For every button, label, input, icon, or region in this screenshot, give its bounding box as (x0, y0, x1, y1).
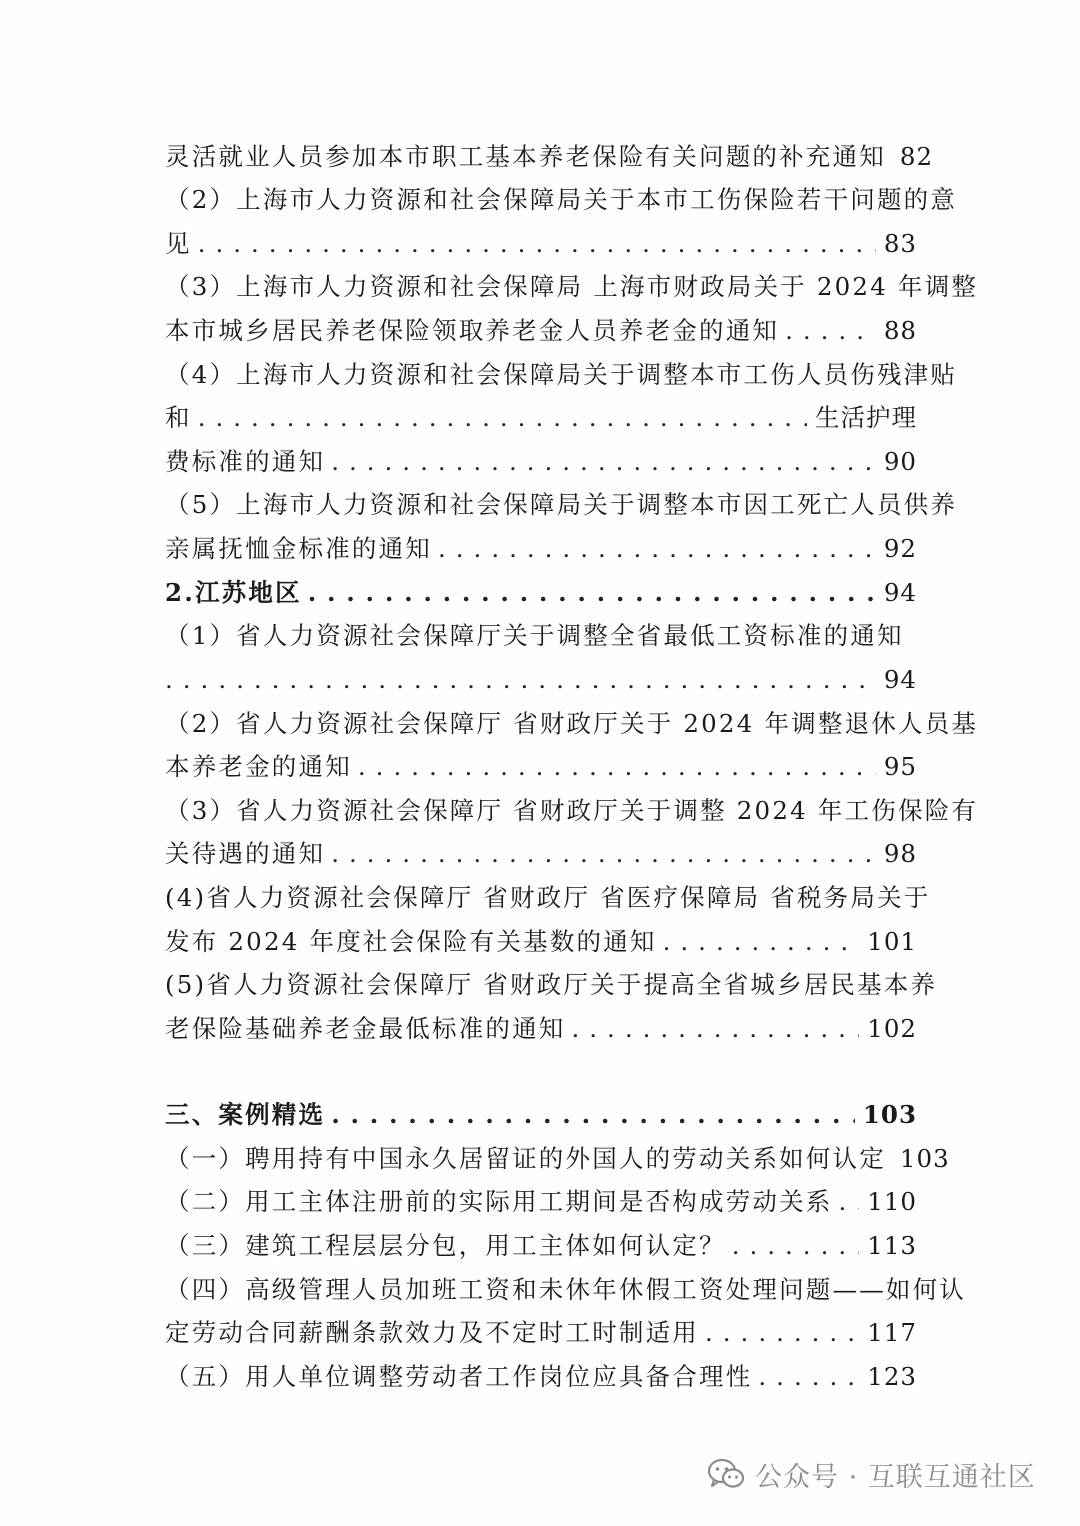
toc-entry-text: （四）高级管理人员加班工资和未休年休假工资处理问题——如何认 (165, 1275, 966, 1304)
toc-entry (165, 316, 917, 346)
dot-leader (438, 534, 876, 564)
dot-leader (732, 1231, 860, 1261)
toc-entry-text: （4）上海市人力资源和社会保障局关于调整本市工伤人员伤残津贴 (165, 360, 958, 389)
toc-entry (165, 490, 958, 520)
toc-entry (165, 1144, 950, 1174)
toc-entry (165, 1187, 917, 1217)
dot-leader (839, 1187, 860, 1217)
watermark-text: 公众号 · 互联互通社区 (755, 1461, 1036, 1493)
wechat-icon (707, 1457, 745, 1491)
toc-entry-page: 88 (883, 316, 917, 345)
toc-entry-page: 123 (867, 1362, 917, 1391)
toc-entry-text: （2）省人力资源社会保障厅 省财政厅关于 2024 年调整退休人员基 (165, 709, 979, 738)
toc-entry-text: (5)省人力资源社会保障厅 省财政厅关于提高全省城乡居民基本养 (165, 970, 938, 999)
toc-entry (165, 709, 979, 739)
toc-entry-text: （2）上海市人力资源和社会保障局关于本市工伤保险若干问题的意 (165, 185, 958, 214)
toc-entry-text: （五）用人单位调整劳动者工作岗位应具备合理性 (165, 1362, 753, 1391)
dot-leader (331, 447, 876, 477)
dot-leader (758, 1362, 859, 1392)
toc-section-heading (165, 1100, 917, 1130)
dot-leader (663, 927, 860, 957)
toc-entry-text: 亲属抚恤金标准的通知 (165, 534, 432, 563)
dot-leader (705, 1318, 859, 1348)
toc-entry (165, 927, 917, 957)
toc-entry (165, 796, 979, 826)
toc-entry-page: 102 (867, 1014, 917, 1043)
toc-entry-text: (4)省人力资源社会保障厅 省财政厅 省医疗保障局 省税务局关于 (165, 883, 931, 912)
toc-entry-text: 2.江苏地区 (165, 578, 302, 607)
toc-entry-text: （二）用工主体注册前的实际用工期间是否构成劳动关系 (165, 1187, 833, 1216)
toc-entry (165, 752, 917, 782)
toc-entry (165, 970, 938, 1000)
toc-entry-page: 98 (883, 839, 917, 868)
toc-entry-text: 发布 2024 年度社会保险有关基数的通知 (165, 927, 657, 956)
wechat-watermark (707, 1454, 1036, 1494)
toc-entry-page: 92 (883, 534, 917, 563)
toc-entry-page: 94 (883, 665, 917, 694)
toc-entry-text: 老保险基础养老金最低标准的通知 (165, 1014, 566, 1043)
toc-entry-page: 103 (899, 1144, 950, 1173)
toc-entry-page: 110 (867, 1187, 917, 1216)
dot-leader (198, 403, 807, 433)
toc-entry (165, 185, 958, 215)
toc-entry-page: 117 (867, 1318, 917, 1347)
toc-entry-page: 82 (899, 142, 934, 171)
toc-entry-text: 三、案例精选 (165, 1100, 326, 1129)
toc-entry (165, 1014, 917, 1044)
toc-entry-text: （5）上海市人力资源和社会保障局关于调整本市因工死亡人员供养 (165, 490, 958, 519)
dot-leader (331, 1100, 855, 1130)
toc-entry-text: 灵活就业人员参加本市职工基本养老保险有关问题的补充通知 (165, 142, 886, 171)
toc-entry (165, 534, 917, 564)
dot-leader (198, 229, 876, 259)
toc-entry (165, 621, 917, 651)
toc-entry-text: （三）建筑工程层层分包，用工主体如何认定？ (165, 1231, 726, 1260)
toc-entry (165, 142, 934, 172)
dot-leader (308, 578, 876, 608)
toc-entry-text: 见 (165, 229, 192, 258)
toc-entry-text: 关待遇的通知 (165, 839, 326, 868)
toc-entry-page: 101 (867, 927, 917, 956)
toc-entry-text: 定劳动合同薪酬条款效力及不定时工时制适用 (165, 1318, 699, 1347)
toc-section-heading (165, 578, 917, 608)
toc-entry (165, 839, 917, 869)
toc-entry-page: 95 (883, 752, 917, 781)
toc-entry-page: 90 (883, 447, 917, 476)
toc-entry (165, 403, 917, 433)
toc-entry-text: 本养老金的通知 (165, 752, 352, 781)
toc-entry (165, 1362, 917, 1392)
toc-entry (165, 883, 931, 913)
toc-entry-text: 本市城乡居民养老保险领取养老金人员养老金的通知 (165, 316, 780, 345)
toc-entry-page: 94 (883, 578, 917, 607)
dot-leader (358, 752, 876, 782)
toc-entry (165, 360, 958, 390)
toc-entry-page: 103 (862, 1100, 917, 1129)
toc-entry-text: （3）上海市人力资源和社会保障局 上海市财政局关于 2024 年调整 (165, 272, 979, 301)
toc-entry (165, 272, 979, 302)
dot-leader (165, 665, 876, 695)
toc-entry-text: 费标准的通知 (165, 447, 326, 476)
toc-entry-text: （一）聘用持有中国永久居留证的外国人的劳动关系如何认定 (165, 1144, 886, 1173)
toc-entry (165, 1318, 917, 1348)
toc-entry (165, 447, 917, 477)
dot-leader (331, 839, 876, 869)
toc-entry-page: 83 (883, 229, 917, 258)
toc-entry (165, 1231, 917, 1261)
toc-entry-page: 113 (867, 1231, 917, 1260)
toc-entry-page: 生活护理 (815, 403, 917, 432)
toc-entry (165, 1275, 966, 1305)
toc-entry-text: （1）省人力资源社会保障厅关于调整全省最低工资标准的通知 (165, 621, 904, 650)
toc-entry-text: 和 (165, 403, 192, 432)
dot-leader (572, 1014, 860, 1044)
dot-leader (785, 316, 876, 346)
toc-entry (165, 229, 917, 259)
toc-entry-text: （3）省人力资源社会保障厅 省财政厅关于调整 2024 年工伤保险有 (165, 796, 979, 825)
toc-entry (165, 665, 917, 695)
